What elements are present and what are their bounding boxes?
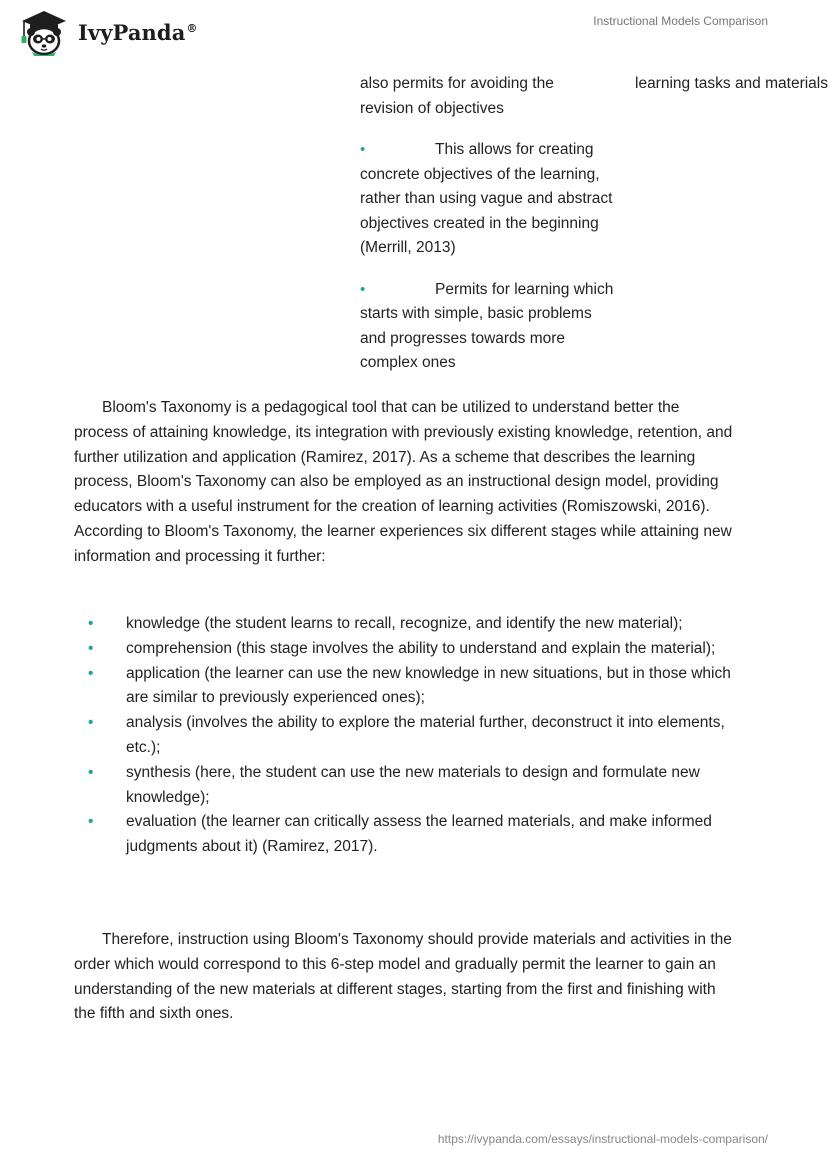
table-cell-right: learning tasks and materials (635, 75, 828, 92)
paragraph-conclusion: Therefore, instruction using Bloom's Taxonomy should provide materials and activities in the order which would correspond to this 6-step model and gradually permit the learner to gain an understanding of the new materials at different stages, starting from the first and finishing with the fifth and sixth ones. (74, 931, 732, 1023)
panda-graduate-icon (14, 8, 74, 56)
paragraph-blooms-intro: Bloom's Taxonomy is a pedagogical tool that can be utilized to understand better the process of attaining knowledge, its integration with previously existing knowledge, retention, and further utilization and application (Ramirez, 2017). As a scheme that describes the learning process, Bloom's Taxonomy can also be employed as an instructional design model, providing educators with a useful instrument for the creation of learning activities (Romiszowski, 2016). According to Bloom's Taxonomy, the learner experiences six different stages while attaining new information and processing it further: (74, 399, 733, 565)
list-item (74, 711, 734, 761)
teal-bullet-icon: • (88, 714, 94, 732)
stages-list (74, 612, 734, 860)
site-logo[interactable] (14, 8, 198, 56)
table-bullet-item (360, 138, 615, 261)
teal-bullet-icon: • (88, 813, 94, 831)
table-bullet-text: Permits for learning which starts with simple, basic problems and progresses towards more complex ones (360, 280, 614, 371)
list-item-text: analysis (involves the ability to explore the material further, deconstruct it into elements, etc.); (126, 714, 725, 756)
list-item (74, 637, 734, 662)
teal-bullet-icon: • (88, 615, 94, 632)
teal-bullet-icon: • (88, 664, 94, 682)
list-item-text: evaluation (the learner can critically assess the learned materials, and make informed judgments about it) (Ramirez, 2017). (126, 813, 712, 856)
list-item (74, 810, 734, 860)
list-item-text: application (the learner can use the new knowledge in new situations, but in those which are similar to previously experienced ones); (126, 664, 731, 707)
registered-mark: ® (186, 21, 198, 35)
table-cell-intro: also permits for avoiding the revision of objectives (360, 75, 554, 117)
list-item-text: synthesis (here, the student can use the new materials to design and formulate new knowledge); (126, 763, 700, 806)
logo-wordmark: IvyPanda® (78, 19, 198, 45)
teal-bullet-icon: • (360, 280, 366, 298)
list-item-text: knowledge (the student learns to recall, recognize, and identify the new material); (126, 615, 683, 632)
table-bullet-text: This allows for creating concrete objectives of the learning, rather than using vague and abstract objectives created in the beginning (Merrill, 2013) (360, 141, 613, 256)
source-url-link[interactable]: https://ivypanda.com/essays/instructional-models-comparison/ (437, 1132, 768, 1146)
table-bullet-item (360, 278, 615, 376)
teal-bullet-icon: • (88, 639, 94, 657)
list-item (74, 662, 734, 712)
list-item-text: comprehension (this stage involves the ability to understand and explain the material); (126, 639, 716, 657)
table-fragment (360, 72, 828, 393)
teal-bullet-icon: • (88, 763, 94, 781)
list-item (74, 761, 734, 811)
list-item (74, 612, 734, 637)
document-title: Instructional Models Comparison (593, 14, 768, 28)
teal-bullet-icon: • (360, 141, 366, 158)
